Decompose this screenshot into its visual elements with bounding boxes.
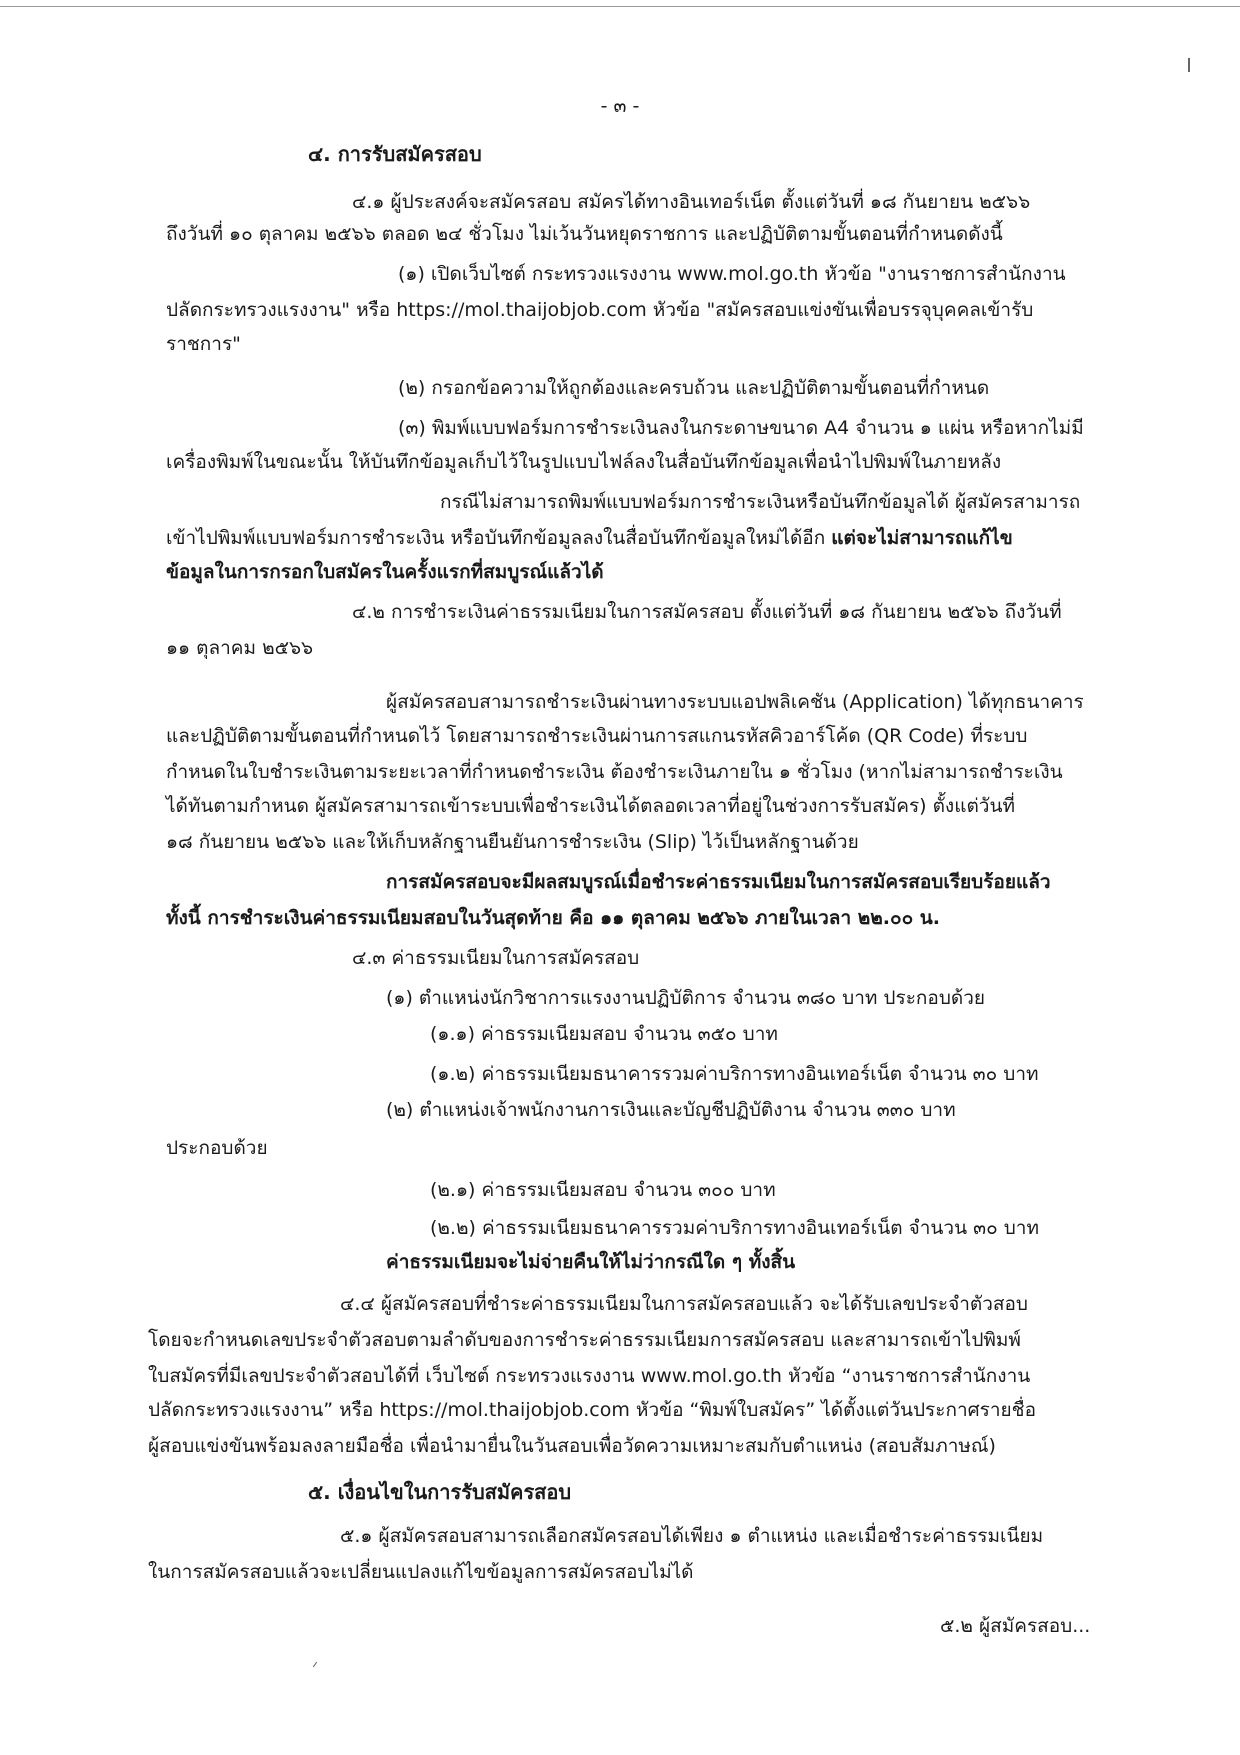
continuation-note: ๕.๒ ผู้สมัครสอบ... [940,1615,1091,1637]
payment-line: ๑๘ กันยายน ๒๕๖๖ และให้เก็บหลักฐานยืนยันการชำระเงิน (Slip) ไว้เป็นหลักฐานด้วย [166,831,859,853]
fee-item: (๒.๒) ค่าธรรมเนียมธนาคารรวมค่าบริการทางอินเทอร์เน็ต จำนวน ๓๐ บาท [430,1217,1039,1239]
para-4-3: ๔.๓ ค่าธรรมเนียมในการสมัครสอบ [352,947,640,969]
para-4-4-line: ผู้สอบแข่งขันพร้อมลงลายมือชื่อ เพื่อนำมายื่นในวันสอบเพื่อวัดความเหมาะสมกับตำแหน่ง (สอบสัมภาษณ์) [148,1435,996,1457]
step-1-line: (๑) เปิดเว็บไซต์ กระทรวงแรงงาน www.mol.go.th หัวข้อ "งานราชการสำนักงาน [398,263,1066,285]
para-4-2-line: ๑๑ ตุลาคม ๒๕๖๖ [166,637,314,659]
para-4-1-line: ถึงวันที่ ๑๐ ตุลาคม ๒๕๖๖ ตลอด ๒๔ ชั่วโมง ไม่เว้นวันหยุดราชการ และปฏิบัติตามขั้นตอนที่กำหนดดังนี้ [166,223,1003,245]
case-line-text: เข้าไปพิมพ์แบบฟอร์มการชำระเงิน หรือบันทึกข้อมูลลงในสื่อบันทึกข้อมูลใหม่ได้อีก [166,527,832,549]
para-4-2-line: ๔.๒ การชำระเงินค่าธรรมเนียมในการสมัครสอบ ตั้งแต่วันที่ ๑๘ กันยายน ๒๕๖๖ ถึงวันที่ [352,601,1062,623]
step-2: (๒) กรอกข้อความให้ถูกต้องและครบถ้วน และปฏิบัติตามขั้นตอนที่กำหนด [398,377,990,399]
para-4-4-line: ปลัดกระทรวงแรงงาน” หรือ https://mol.thaijobjob.com หัวข้อ “พิมพ์ใบสมัคร” ได้ตั้งแต่วันประกาศรายชื่อ [148,1399,1036,1421]
step-1-line: ราชการ" [166,333,241,355]
case-line: กรณีไม่สามารถพิมพ์แบบฟอร์มการชำระเงินหรือบันทึกข้อมูลได้ ผู้สมัครสามารถ [440,491,1081,513]
para-4-4-line: ๔.๔ ผู้สมัครสอบที่ชำระค่าธรรมเนียมในการสมัครสอบแล้ว จะได้รับเลขประจำตัวสอบ [340,1293,1028,1315]
step-1-line: ปลัดกระทรวงแรงงาน" หรือ https://mol.thaijobjob.com หัวข้อ "สมัครสอบแข่งขันเพื่อบรรจุบุคคลเข้ารับ [166,299,1034,321]
case-line-emphasis: แต่จะไม่สามารถแก้ไข [831,527,1013,549]
fee-item: (๒.๑) ค่าธรรมเนียมสอบ จำนวน ๓๐๐ บาท [430,1179,776,1201]
scan-mark [313,1662,317,1667]
para-5-1-line: ๕.๑ ผู้สมัครสอบสามารถเลือกสมัครสอบได้เพียง ๑ ตำแหน่ง และเมื่อชำระค่าธรรมเนียม [340,1525,1044,1547]
scan-mark [1188,58,1190,72]
step-3-line: (๓) พิมพ์แบบฟอร์มการชำระเงินลงในกระดาษขนาด A4 จำนวน ๑ แผ่น หรือหากไม่มี [398,417,1084,439]
section-4-heading: ๔. การรับสมัครสอบ [308,142,482,166]
no-refund-note: ค่าธรรมเนียมจะไม่จ่ายคืนให้ไม่ว่ากรณีใด ๆ ทั้งสิ้น [386,1251,796,1273]
case-line [166,524,1013,552]
para-4-1-line: ๔.๑ ผู้ประสงค์จะสมัครสอบ สมัครได้ทางอินเทอร์เน็ต ตั้งแต่วันที่ ๑๘ กันยายน ๒๕๖๖ [352,191,1031,213]
fee-item: (๑.๑) ค่าธรรมเนียมสอบ จำนวน ๓๕๐ บาท [430,1023,778,1045]
fee-item: (๒) ตำแหน่งเจ้าพนักงานการเงินและบัญชีปฏิบัติงาน จำนวน ๓๓๐ บาท [386,1099,956,1121]
payment-line: ได้ทันตามกำหนด ผู้สมัครสามารถเข้าระบบเพื่อชำระเงินได้ตลอดเวลาที่อยู่ในช่วงการรับสมัคร) ตั้งแต่วันที่ [166,795,1015,817]
fee-item: (๑) ตำแหน่งนักวิชาการแรงงานปฏิบัติการ จำนวน ๓๘๐ บาท ประกอบด้วย [386,987,986,1009]
payment-line: กำหนดในใบชำระเงินตามระยะเวลาที่กำหนดชำระเงิน ต้องชำระเงินภายใน ๑ ชั่วโมง (หากไม่สามารถชำระเงิน [166,761,1063,783]
fee-item: ประกอบด้วย [166,1137,268,1159]
para-4-4-line: ใบสมัครที่มีเลขประจำตัวสอบได้ที่ เว็บไซต์ กระทรวงแรงงาน www.mol.go.th หัวข้อ “งานราชการสำนักงาน [148,1365,1031,1387]
para-4-4-line: โดยจะกำหนดเลขประจำตัวสอบตามลำดับของการชำระค่าธรรมเนียมการสมัครสอบ และสามารถเข้าไปพิมพ์ [148,1329,1021,1351]
step-3-line: เครื่องพิมพ์ในขณะนั้น ให้บันทึกข้อมูลเก็บไว้ในรูปแบบไฟล์ลงในสื่อบันทึกข้อมูลเพื่อนำไปพิมพ์ในภายหลัง [166,451,1002,473]
payment-line: และปฏิบัติตามขั้นตอนที่กำหนดไว้ โดยสามารถชำระเงินผ่านการสแกนรหัสคิวอาร์โค้ด (QR Code) ที่ระบบ [166,725,1028,747]
case-line-emphasis: ข้อมูลในการกรอกใบสมัครในครั้งแรกที่สมบูรณ์แล้วได้ [166,561,604,583]
page-top-border [0,6,1240,7]
completion-note-line: ทั้งนี้ การชำระเงินค่าธรรมเนียมสอบในวันสุดท้าย คือ ๑๑ ตุลาคม ๒๕๖๖ ภายในเวลา ๒๒.๐๐ น. [166,907,941,929]
completion-note-line: การสมัครสอบจะมีผลสมบูรณ์เมื่อชำระค่าธรรมเนียมในการสมัครสอบเรียบร้อยแล้ว [386,871,1051,893]
fee-item: (๑.๒) ค่าธรรมเนียมธนาคารรวมค่าบริการทางอินเทอร์เน็ต จำนวน ๓๐ บาท [430,1063,1039,1085]
page-number: - ๓ - [600,95,640,117]
section-5-heading: ๕. เงื่อนไขในการรับสมัครสอบ [308,1480,572,1504]
para-5-1-line: ในการสมัครสอบแล้วจะเปลี่ยนแปลงแก้ไขข้อมูลการสมัครสอบไม่ได้ [148,1561,694,1583]
payment-line: ผู้สมัครสอบสามารถชำระเงินผ่านทางระบบแอปพลิเคชัน (Application) ได้ทุกธนาคาร [386,691,1084,713]
